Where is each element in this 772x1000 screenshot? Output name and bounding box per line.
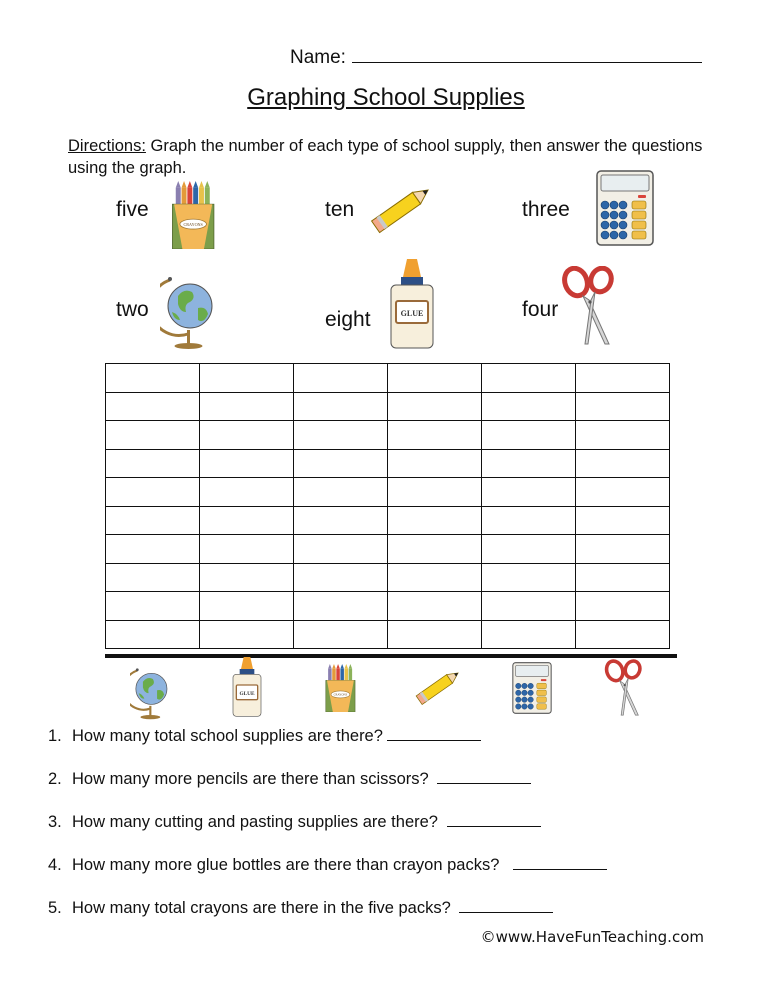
graph-cell-glue[interactable] <box>200 592 294 621</box>
graph-cell-glue[interactable] <box>200 620 294 649</box>
graph-cell-scissors[interactable] <box>576 392 670 421</box>
graph-cell-scissors[interactable] <box>576 506 670 535</box>
graph-cell-calculator[interactable] <box>482 421 576 450</box>
graph-cell-crayons[interactable] <box>294 563 388 592</box>
graph-cell-pencil[interactable] <box>388 478 482 507</box>
graph-row <box>106 449 670 478</box>
graph-baseline <box>105 654 677 658</box>
graph-cell-pencil[interactable] <box>388 620 482 649</box>
graph-cell-pencil[interactable] <box>388 364 482 393</box>
graph-row <box>106 364 670 393</box>
graph-row <box>106 620 670 649</box>
graph-cell-crayons[interactable] <box>294 535 388 564</box>
graph-cell-crayons[interactable] <box>294 506 388 535</box>
graph-cell-pencil[interactable] <box>388 449 482 478</box>
graph-cell-calculator[interactable] <box>482 364 576 393</box>
graph-row <box>106 478 670 507</box>
graph-cell-calculator[interactable] <box>482 392 576 421</box>
graph-cell-glue[interactable] <box>200 364 294 393</box>
graph-cell-crayons[interactable] <box>294 364 388 393</box>
question-2: 2. How many more pencils are there than scissors? <box>48 769 531 789</box>
column-crayons-icon <box>322 664 360 712</box>
graph-cell-pencil[interactable] <box>388 592 482 621</box>
graph-cell-scissors[interactable] <box>576 421 670 450</box>
graph-cell-pencil[interactable] <box>388 421 482 450</box>
graph-cell-calculator[interactable] <box>482 535 576 564</box>
graph-cell-scissors[interactable] <box>576 449 670 478</box>
count-crayons: five <box>116 198 149 221</box>
count-globe: two <box>116 298 149 321</box>
graph-cell-globe[interactable] <box>106 421 200 450</box>
graph-cell-pencil[interactable] <box>388 506 482 535</box>
crayon-box-icon <box>166 181 222 249</box>
name-line[interactable] <box>352 44 702 63</box>
graph-cell-globe[interactable] <box>106 449 200 478</box>
graph-cell-scissors[interactable] <box>576 364 670 393</box>
globe-icon <box>160 268 216 350</box>
count-scissors: four <box>522 298 559 321</box>
answer-line-1[interactable] <box>387 726 481 741</box>
graph-cell-glue[interactable] <box>200 392 294 421</box>
directions-label: Directions: <box>68 137 146 155</box>
count-calculator: three <box>522 198 570 221</box>
graph-cell-crayons[interactable] <box>294 449 388 478</box>
question-3: 3. How many cutting and pasting supplies are there? <box>48 812 541 832</box>
graph-row <box>106 535 670 564</box>
graph-grid[interactable] <box>105 363 670 649</box>
answer-line-5[interactable] <box>459 898 553 913</box>
graph-cell-scissors[interactable] <box>576 535 670 564</box>
count-pencil: ten <box>325 198 355 221</box>
graph-cell-calculator[interactable] <box>482 563 576 592</box>
column-scissors-icon <box>604 658 644 718</box>
graph-cell-scissors[interactable] <box>576 620 670 649</box>
graph-row <box>106 592 670 621</box>
graph-cell-crayons[interactable] <box>294 421 388 450</box>
count-glue: eight <box>325 308 371 331</box>
graph-cell-calculator[interactable] <box>482 506 576 535</box>
calculator-icon <box>596 170 654 246</box>
column-calculator-icon <box>512 662 552 714</box>
graph-cell-calculator[interactable] <box>482 478 576 507</box>
graph-row <box>106 563 670 592</box>
glue-bottle-icon <box>387 259 437 349</box>
column-pencil-icon <box>412 668 464 706</box>
question-5: 5. How many total crayons are there in the five packs? <box>48 898 553 918</box>
graph-row <box>106 506 670 535</box>
graph-cell-glue[interactable] <box>200 535 294 564</box>
graph-cell-scissors[interactable] <box>576 563 670 592</box>
column-glue-icon <box>230 657 264 717</box>
graph-cell-globe[interactable] <box>106 506 200 535</box>
pencil-icon <box>366 184 436 234</box>
graph-cell-calculator[interactable] <box>482 620 576 649</box>
graph-cell-globe[interactable] <box>106 563 200 592</box>
graph-cell-glue[interactable] <box>200 506 294 535</box>
graph-cell-glue[interactable] <box>200 421 294 450</box>
question-1: 1. How many total school supplies are there? <box>48 726 481 746</box>
graph-cell-pencil[interactable] <box>388 563 482 592</box>
graph-cell-scissors[interactable] <box>576 592 670 621</box>
copyright-footer: ©www.HaveFunTeaching.com <box>480 928 704 946</box>
question-4: 4. How many more glue bottles are there than crayon packs? <box>48 855 607 875</box>
answer-line-3[interactable] <box>447 812 541 827</box>
graph-cell-globe[interactable] <box>106 392 200 421</box>
column-globe-icon <box>130 662 170 720</box>
graph-cell-pencil[interactable] <box>388 392 482 421</box>
graph-row <box>106 392 670 421</box>
graph-cell-globe[interactable] <box>106 535 200 564</box>
name-field[interactable] <box>290 44 702 69</box>
graph-cell-crayons[interactable] <box>294 392 388 421</box>
graph-cell-glue[interactable] <box>200 449 294 478</box>
graph-cell-globe[interactable] <box>106 620 200 649</box>
graph-cell-pencil[interactable] <box>388 535 482 564</box>
graph-cell-globe[interactable] <box>106 478 200 507</box>
directions-text: Graph the number of each type of school supply, then answer the questions using the graph. <box>68 137 703 177</box>
graph-cell-globe[interactable] <box>106 364 200 393</box>
page-title: Graphing School Supplies <box>247 84 525 111</box>
answer-line-4[interactable] <box>513 855 607 870</box>
answer-line-2[interactable] <box>437 769 531 784</box>
graph-cell-globe[interactable] <box>106 592 200 621</box>
scissors-icon <box>561 266 617 346</box>
graph-cell-glue[interactable] <box>200 478 294 507</box>
graph-cell-crayons[interactable] <box>294 478 388 507</box>
graph-row <box>106 421 670 450</box>
graph-cell-calculator[interactable] <box>482 592 576 621</box>
graph-cell-crayons[interactable] <box>294 620 388 649</box>
graph-cell-calculator[interactable] <box>482 449 576 478</box>
graph-cell-glue[interactable] <box>200 563 294 592</box>
graph-cell-crayons[interactable] <box>294 592 388 621</box>
graph-cell-scissors[interactable] <box>576 478 670 507</box>
name-label: Name: <box>290 47 346 68</box>
